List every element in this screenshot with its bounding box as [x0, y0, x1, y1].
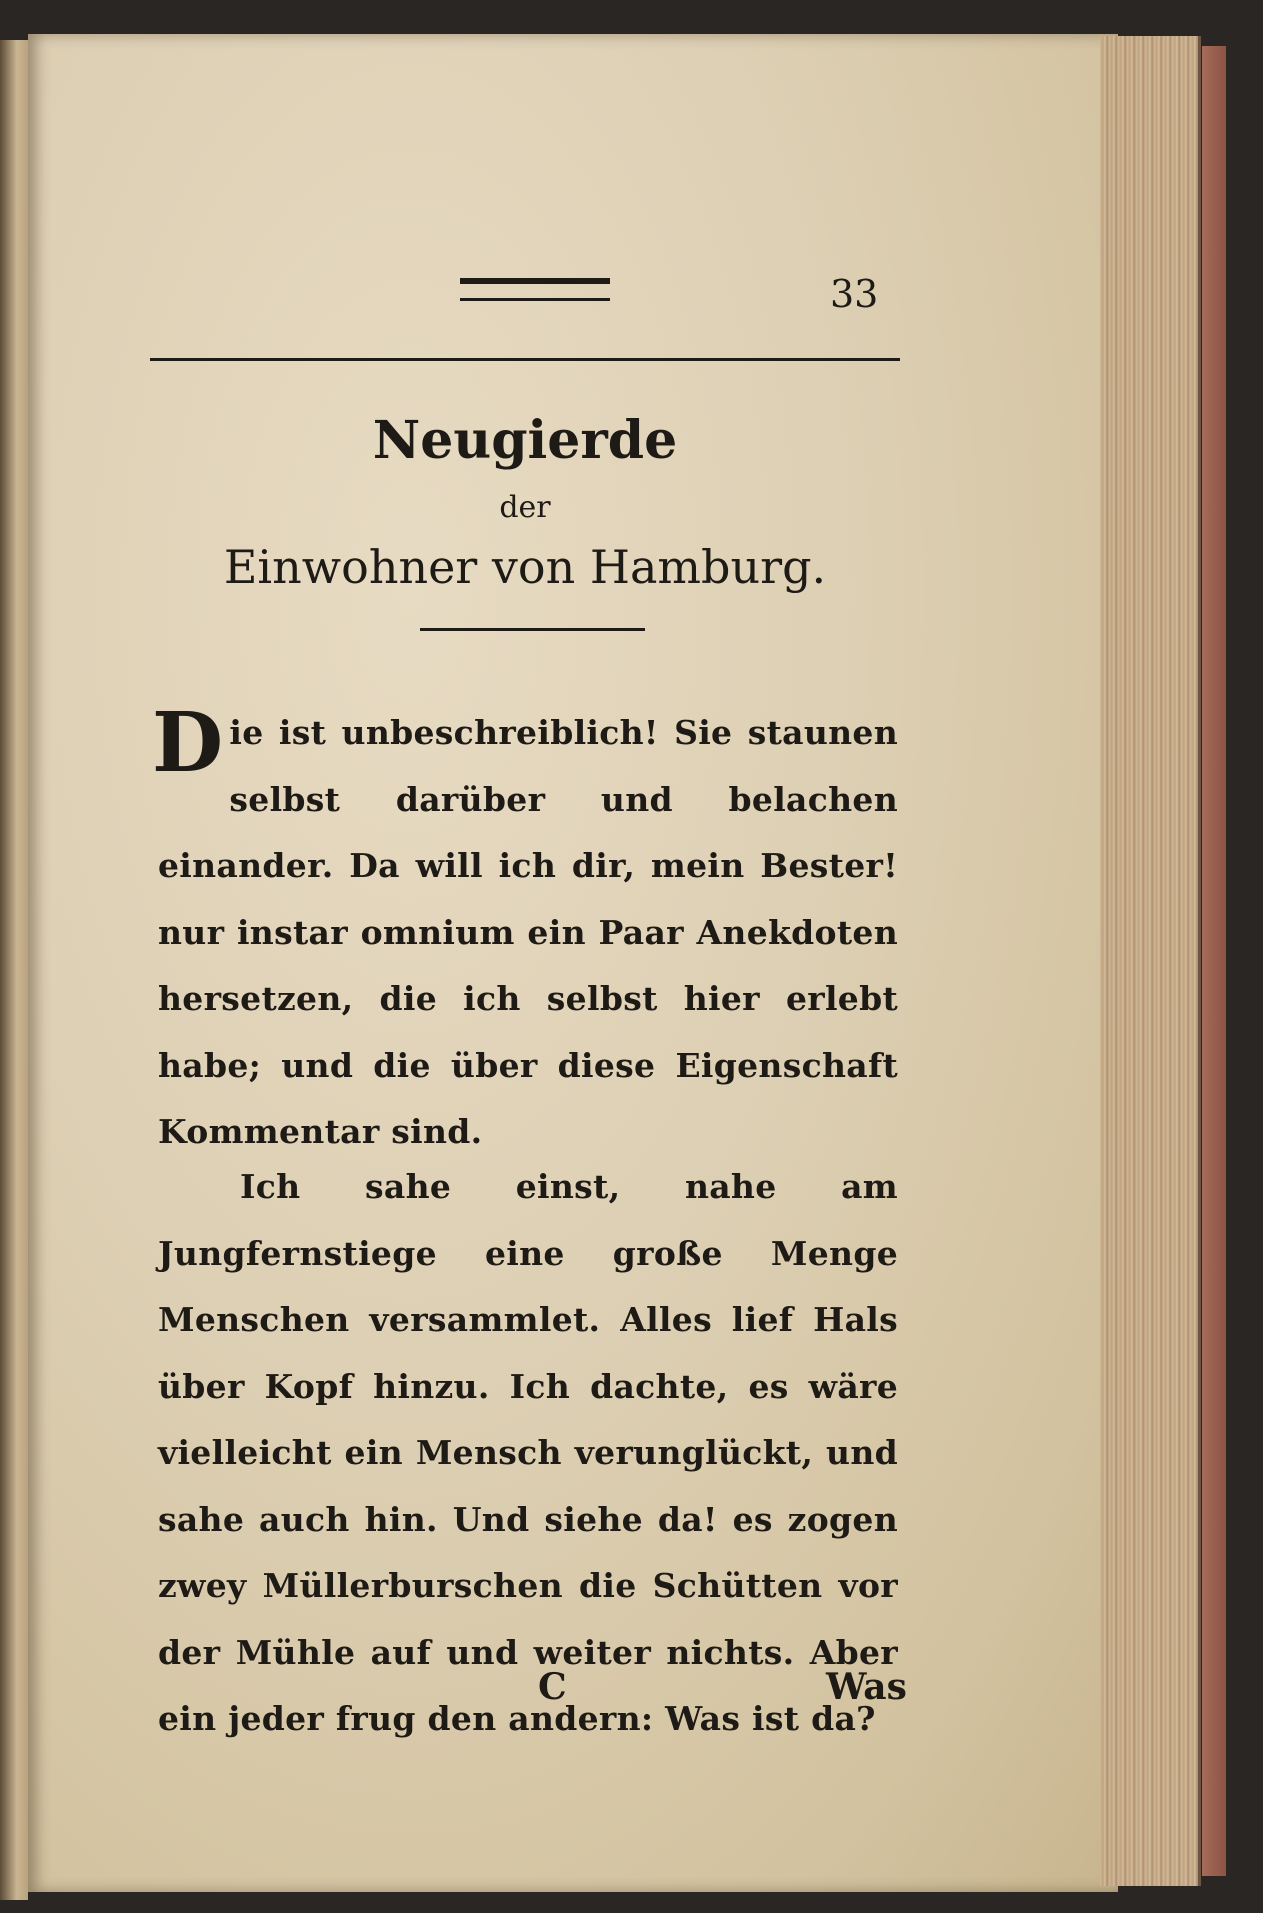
paragraph-2 — [158, 1154, 898, 1753]
header-rule — [150, 358, 900, 361]
previous-page-edge — [0, 40, 28, 1900]
paragraph-1-text: ie ist unbeschreiblich! Sie staunen selbst darüber und belachen einander. Da will ich dir, mein Bester! nur instar omnium ein Paar Anekdoten hersetzen, die ich selbst hier erlebt habe; und die über diese Eigenschaft Kommentar sind. — [158, 713, 898, 1151]
header-ornament-rule — [460, 278, 610, 301]
paragraph-2-text: Ich sahe einst, nahe am Jungfernstiege eine große Menge Menschen versammlet. Alles lief Hals über Kopf hinzu. Ich dachte, es wäre vielleicht ein Mensch verunglückt, und sahe auch hin. Und siehe da! es zogen zwey Müllerburschen die Schütten vor der Mühle auf und weiter nichts. Aber ein jeder frug den andern: Was ist da? — [158, 1167, 898, 1738]
chapter-title: Neugierde — [372, 410, 678, 471]
drop-cap: D — [152, 695, 224, 791]
paragraph-1 — [152, 695, 898, 1166]
signature-mark: C — [538, 1666, 567, 1708]
page-edges — [1100, 36, 1201, 1886]
title-rule — [420, 628, 645, 631]
page-number: 33 — [830, 272, 879, 316]
chapter-title-connector: der — [499, 490, 551, 525]
chapter-subtitle: Einwohner von Hamburg. — [223, 540, 827, 594]
catchword: Was — [826, 1666, 907, 1708]
